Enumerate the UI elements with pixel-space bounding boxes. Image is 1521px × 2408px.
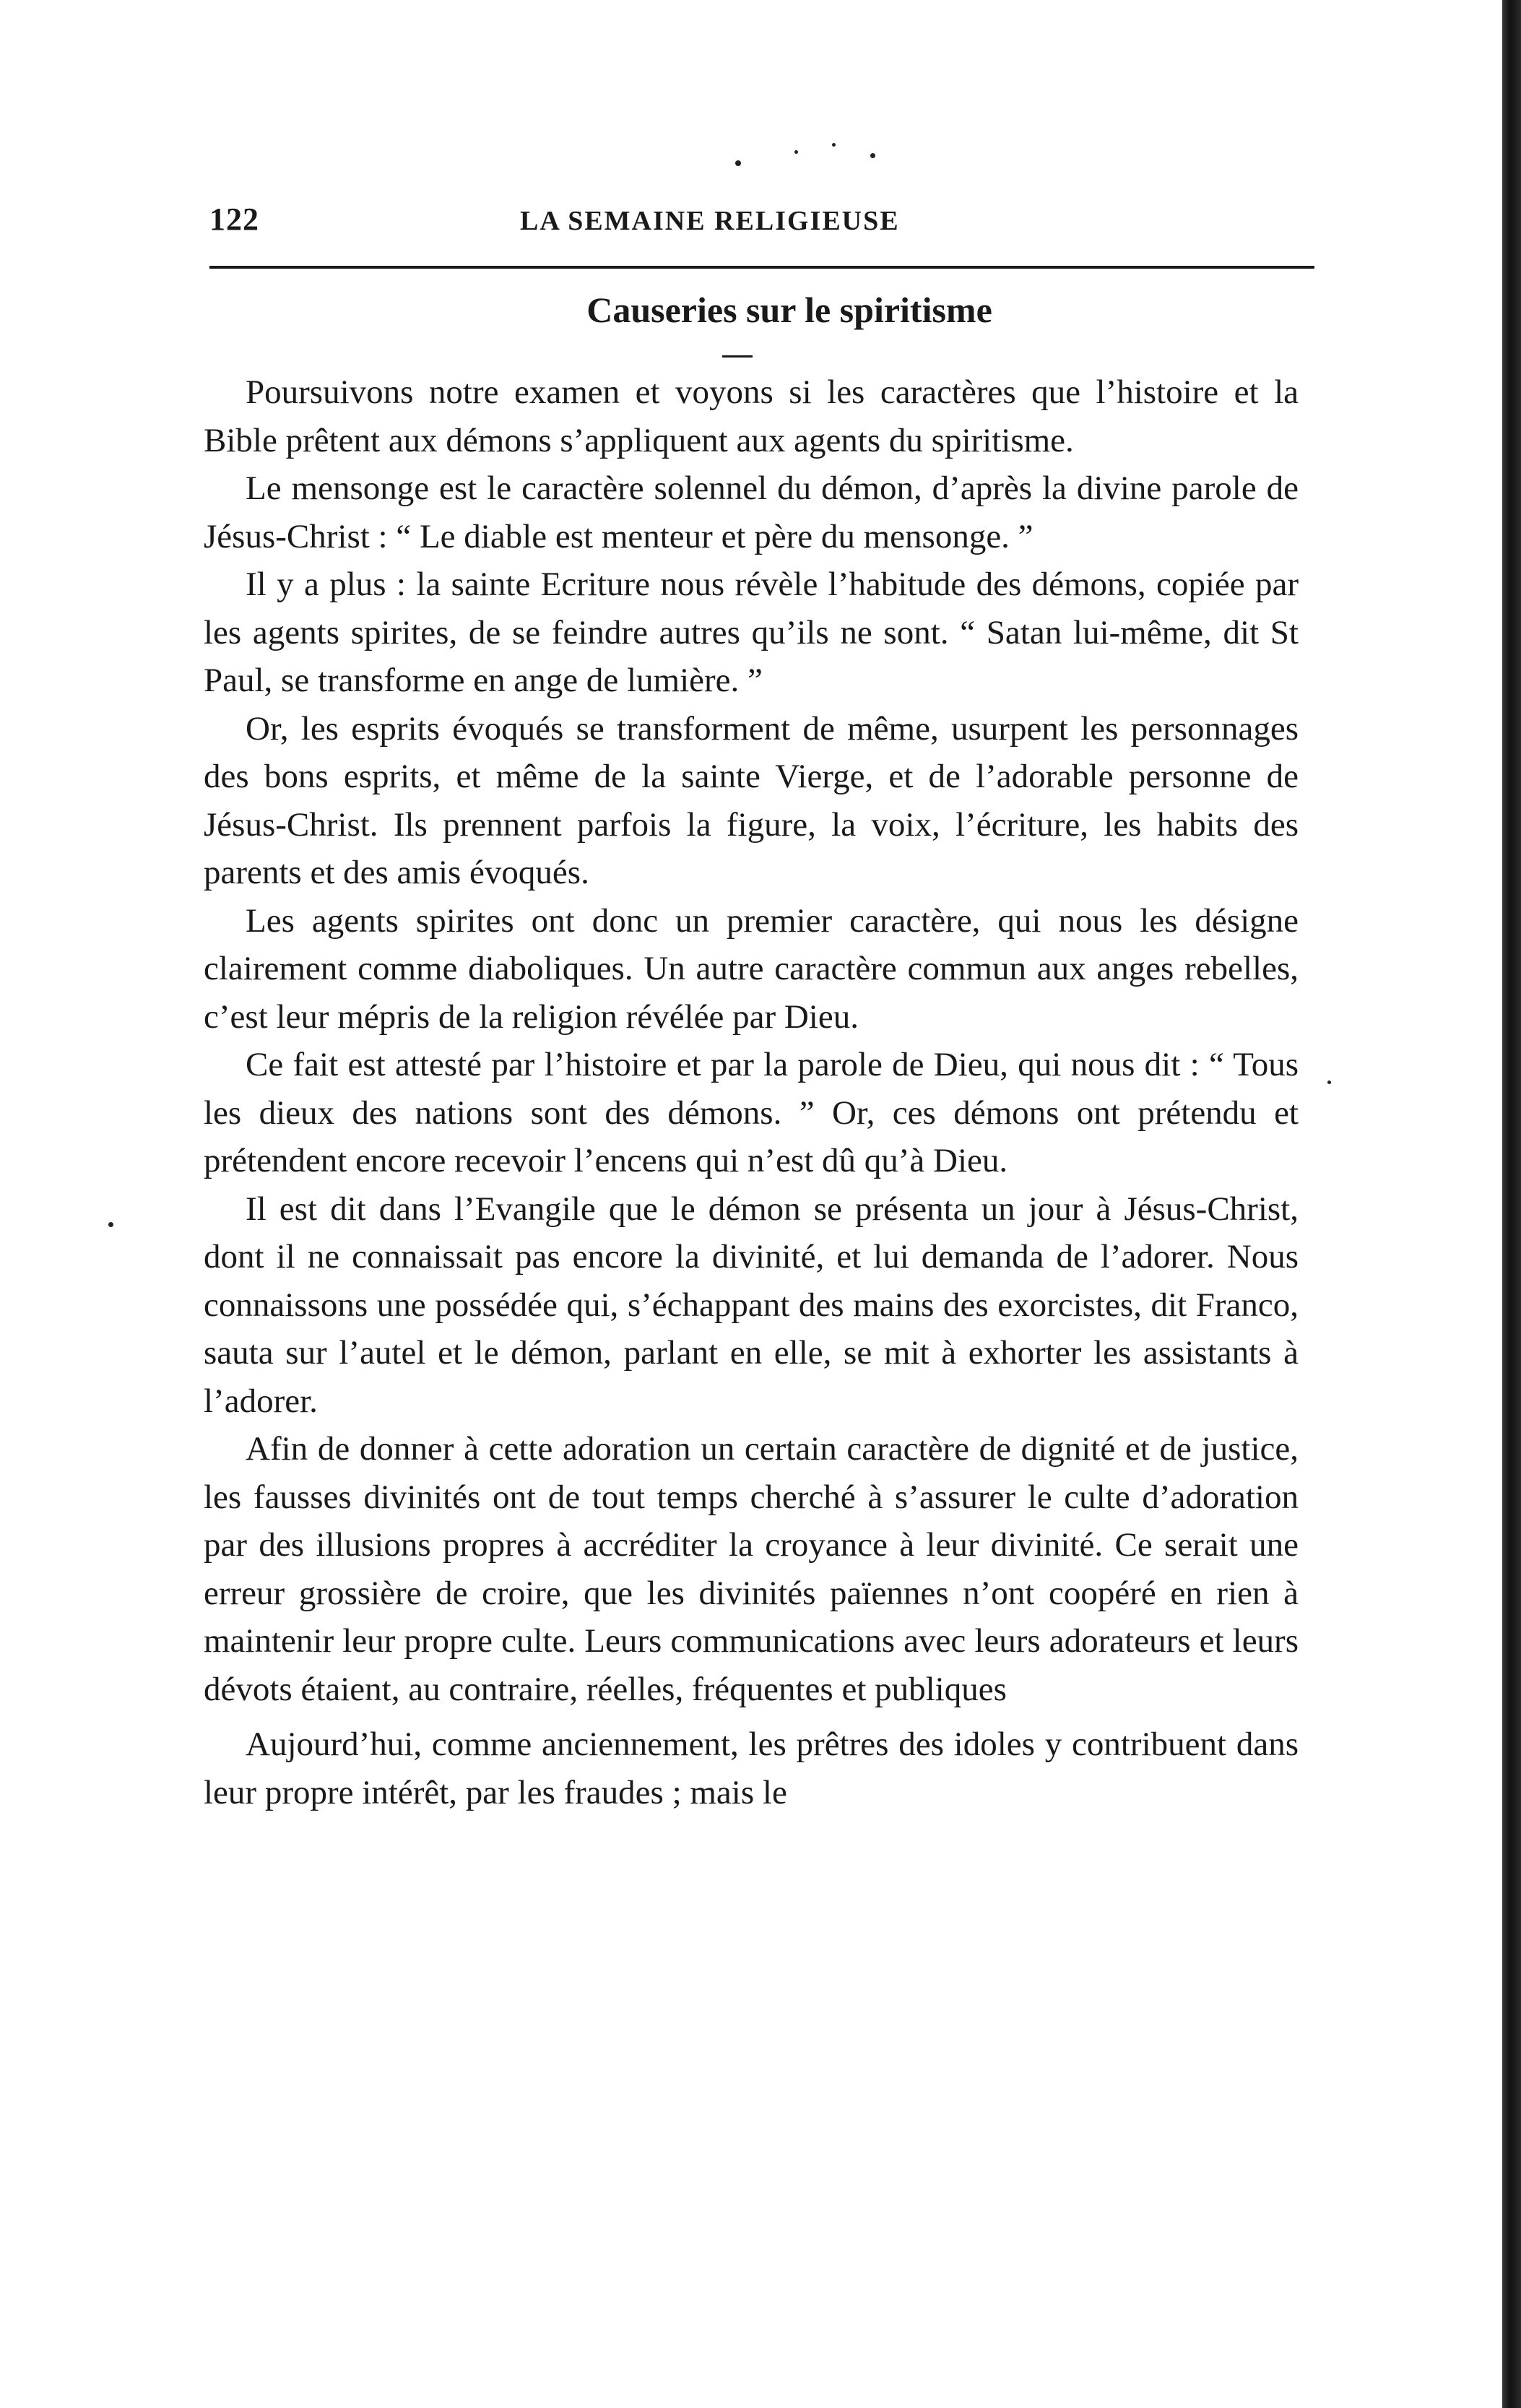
running-title: LA SEMAINE RELIGIEUSE: [520, 206, 900, 236]
page-number: 122: [209, 202, 259, 237]
article-body: [204, 368, 1299, 1816]
page-edge-shadow: [1502, 0, 1521, 2408]
header-rule: [209, 266, 1314, 269]
scan-speck: [735, 160, 741, 166]
paragraph: Il y a plus : la sainte Ecriture nous révèle l’habitude des démons, copiée par les agents spirites, de se feindre autres qu’ils ne sont. “ Satan lui-même, dit St Paul, se transforme en ange de lumière. ”: [204, 566, 1299, 699]
paragraph: Ce fait est attesté par l’histoire et par la parole de Dieu, qui nous dit : “ Tous les dieux des nations sont des démons. ” Or, ces démons ont prétendu et prétendent encore recevoir l’encens qui n’est dû qu’à Dieu.: [204, 1046, 1299, 1179]
page-header: [209, 201, 1314, 244]
scan-speck: [870, 153, 875, 158]
paragraph: Poursuivons notre examen et voyons si les caractères que l’histoire et la Bible prêtent aux démons s’appliquent aux agents du spiritisme.: [204, 373, 1299, 459]
paragraph: Or, les esprits évoqués se transforment de même, usurpent les personnages des bons esprits, et même de la sainte Vierge, et de l’adorable personne de Jésus-Christ. Ils prennent parfois la figure, la voix, l’écriture, les habits des parents et des amis évoqués.: [204, 709, 1299, 891]
scan-speck: [108, 1222, 113, 1227]
paragraph: Les agents spirites ont donc un premier caractère, qui nous les désigne clairement comme diaboliques. Un autre caractère commun aux anges rebelles, c’est leur mépris de la religion révélée par Dieu.: [204, 901, 1299, 1036]
paragraph: Afin de donner à cette adoration un certain caractère de dignité et de justice, les fausses divinités ont de tout temps cherché à s’assurer le culte d’adoration par des illusions propres à accréditer la croyance à leur divinité. Ce serait une erreur grossière de croire, que les divinités païennes n’ont coopéré en rien à maintenir leur propre culte. Leurs communications avec leurs adorateurs et leurs dévots étaient, au contraire, réelles, fréquentes et publiques: [204, 1430, 1299, 1708]
article-title: Causeries sur le spiritisme: [586, 290, 992, 330]
scan-speck: [1327, 1080, 1331, 1084]
paragraph: Il est dit dans l’Evangile que le démon se présenta un jour à Jésus-Christ, dont il ne connaissait pas encore la divinité, et lui demanda de l’adorer. Nous connaissons une possédée qui, s’échappant des mains des exorcistes, dit Franco, sauta sur l’autel et le démon, parlant en elle, se mit à exhorter les assistants à l’adorer.: [204, 1190, 1299, 1420]
scan-speck: [794, 150, 798, 154]
scan-speck: [832, 143, 836, 147]
paragraph: Aujourd’hui, comme anciennement, les prêtres des idoles y contribuent dans leur propre intérêt, par les fraudes ; mais le: [204, 1725, 1299, 1811]
title-dash: [722, 355, 753, 358]
paragraph: Le mensonge est le caractère solennel du démon, d’après la divine parole de Jésus-Christ : “ Le diable est menteur et père du mensonge. ”: [204, 469, 1299, 555]
